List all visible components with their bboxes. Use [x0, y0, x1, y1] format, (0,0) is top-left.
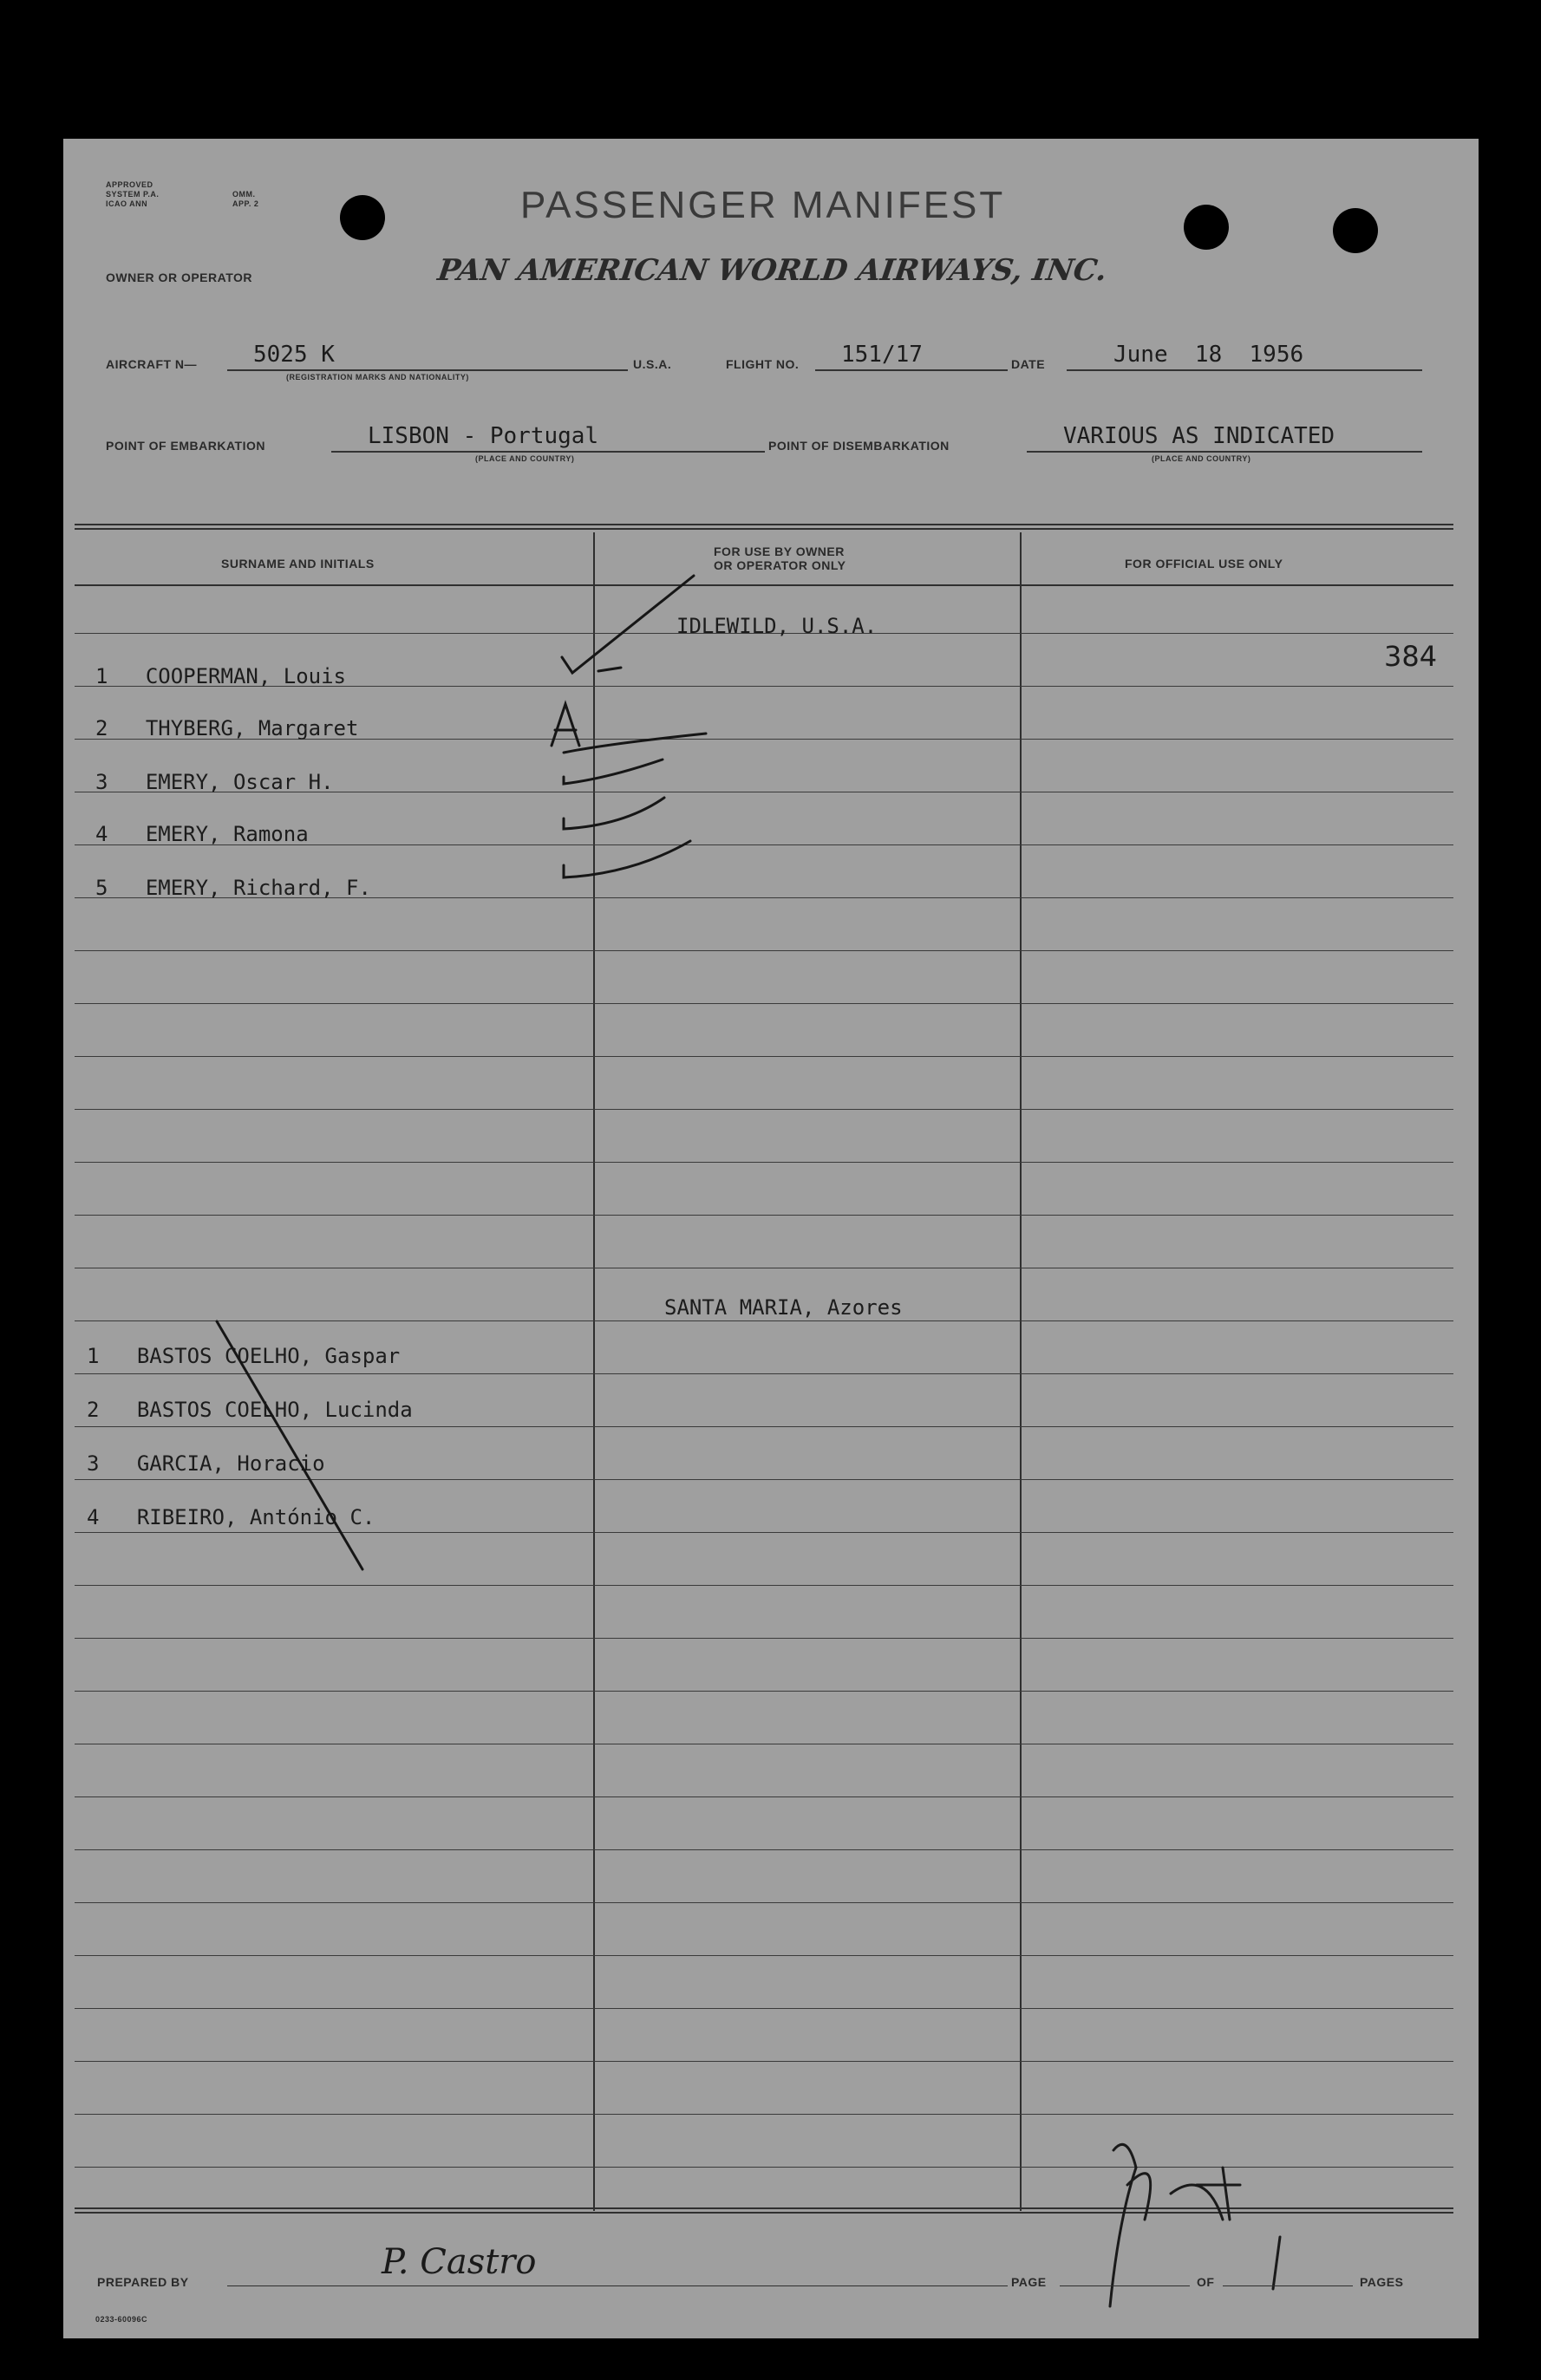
check-mark — [564, 734, 706, 753]
prepared-by-line — [227, 2285, 1008, 2286]
date-value: June 18 1956 — [1113, 342, 1304, 368]
column-header-surname: SURNAME AND INITIALS — [221, 557, 375, 571]
approval-line: ICAO ANN — [106, 199, 148, 208]
aircraft-label: AIRCRAFT N— — [106, 357, 198, 371]
passenger-number: 4 — [87, 1505, 100, 1529]
page-title: PASSENGER MANIFEST — [520, 184, 1006, 226]
passenger-number: 1 — [95, 664, 108, 688]
strike-line — [217, 1321, 362, 1569]
page-label: PAGE — [1011, 2275, 1047, 2289]
passenger-number: 3 — [95, 770, 108, 794]
destination-idlewild: IDLEWILD, U.S.A. — [676, 614, 878, 638]
passenger-name: BASTOS COELHO, Gaspar — [136, 1344, 401, 1368]
approval-line: APP. 2 — [232, 199, 259, 208]
check-mark — [564, 760, 663, 784]
passenger-name: EMERY, Ramona — [145, 822, 309, 846]
of-line — [1223, 2285, 1353, 2286]
flight-label: FLIGHT NO. — [726, 357, 800, 371]
passenger-number: 2 — [95, 716, 108, 740]
passenger-number: 5 — [95, 876, 108, 900]
embarkation-value: LISBON - Portugal — [368, 423, 599, 449]
passenger-name: BASTOS COELHO, Lucinda — [136, 1398, 413, 1422]
passenger-name: COOPERMAN, Louis — [145, 664, 346, 688]
passenger-name: EMERY, Richard, F. — [145, 876, 371, 900]
annotation-a — [552, 704, 579, 746]
approval-line: APPROVED — [106, 180, 153, 189]
embarkation-label: POINT OF EMBARKATION — [106, 439, 265, 453]
prepared-by-label: PREPARED BY — [97, 2275, 189, 2289]
check-mark — [562, 576, 694, 673]
check-mark — [598, 668, 621, 671]
owner-value: PAN AMERICAN WORLD AIRWAYS, INC. — [435, 253, 1109, 288]
passenger-name: THYBERG, Margaret — [145, 716, 359, 740]
passenger-number: 3 — [87, 1451, 100, 1476]
aircraft-value: 5025 K — [253, 342, 335, 368]
destination-santa-maria: SANTA MARIA, Azores — [664, 1295, 903, 1320]
page-line — [1060, 2285, 1190, 2286]
approval-line: SYSTEM P.A. — [106, 190, 160, 199]
owner-label: OWNER OR OPERATOR — [106, 271, 252, 284]
usa-label: U.S.A. — [633, 357, 672, 371]
official-number: 384 — [1384, 640, 1438, 673]
prepared-signature: P. Castro — [382, 2242, 537, 2282]
flight-value: 151/17 — [841, 342, 923, 368]
form-number: 0233-60096C — [95, 2315, 148, 2324]
passenger-number: 4 — [95, 822, 108, 846]
column-header-official: FOR OFFICIAL USE ONLY — [1125, 557, 1283, 571]
check-mark — [564, 798, 664, 829]
passenger-number: 2 — [87, 1398, 100, 1422]
place-caption-2: (PLACE AND COUNTRY) — [1152, 454, 1251, 463]
pages-label: PAGES — [1360, 2275, 1404, 2289]
passenger-name: GARCIA, Horacio — [136, 1451, 325, 1476]
column-header-owner-line1: FOR USE BY OWNER — [714, 544, 845, 558]
disembarkation-value: VARIOUS AS INDICATED — [1063, 423, 1335, 449]
passenger-number: 1 — [87, 1344, 100, 1368]
approval-line: OMM. — [232, 190, 256, 199]
check-mark — [564, 841, 690, 877]
aircraft-caption: (REGISTRATION MARKS AND NATIONALITY) — [286, 373, 469, 381]
passenger-name: EMERY, Oscar H. — [145, 770, 334, 794]
date-label: DATE — [1011, 357, 1046, 371]
place-caption: (PLACE AND COUNTRY) — [475, 454, 575, 463]
initials-signature — [1110, 2144, 1240, 2306]
passenger-name: RIBEIRO, António C. — [136, 1505, 375, 1529]
of-label: OF — [1197, 2275, 1215, 2289]
column-header-owner-line2: OR OPERATOR ONLY — [714, 558, 846, 572]
disembarkation-label: POINT OF DISEMBARKATION — [768, 439, 950, 453]
